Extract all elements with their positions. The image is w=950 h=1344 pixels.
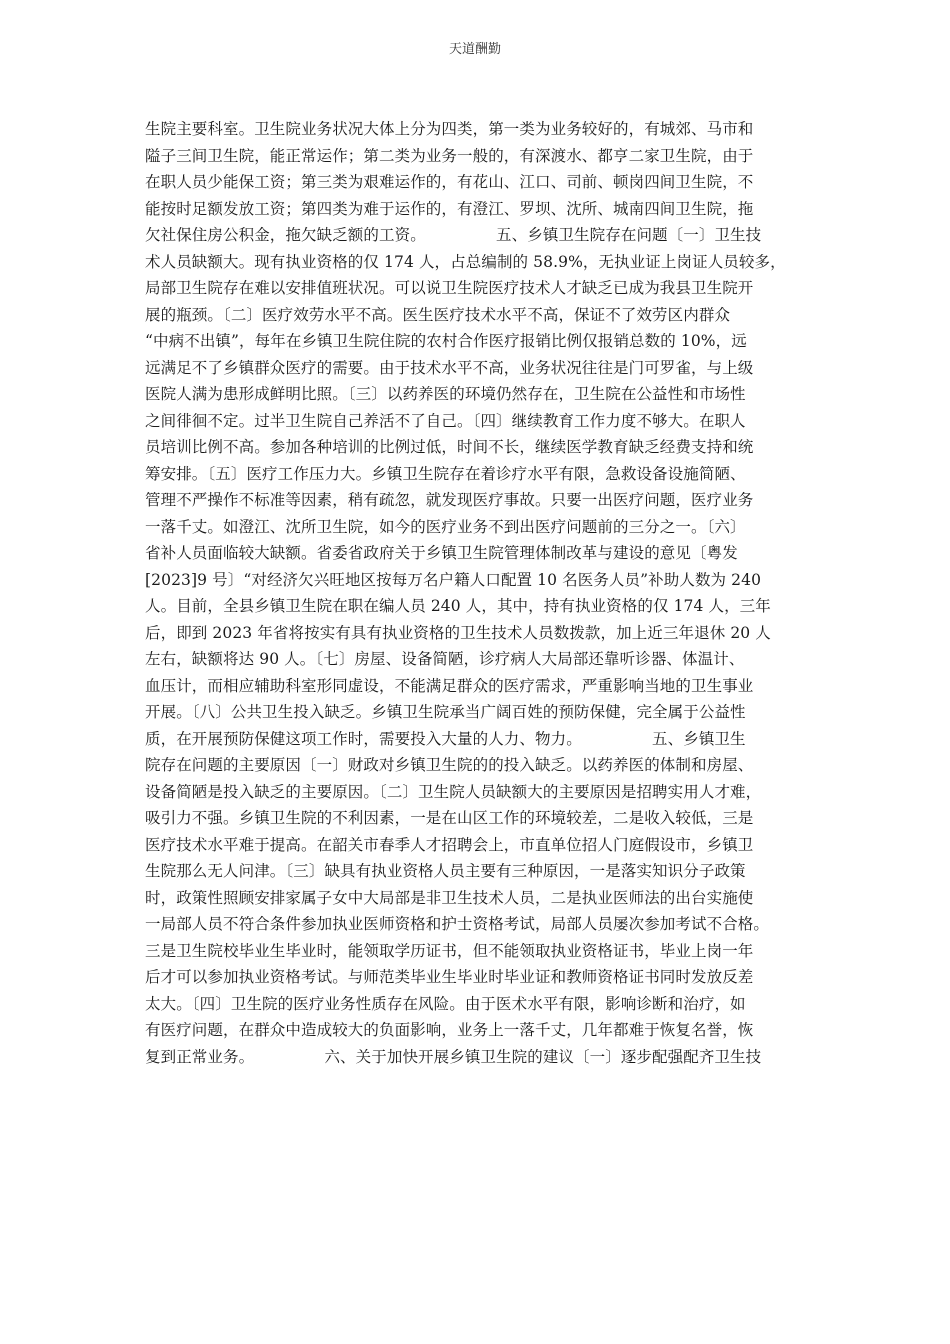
text-line: 管理不严操作不标准等因素，稍有疏忽，就发现医疗事故。只要一出医疗问题，医疗业务 [145, 491, 754, 509]
text-line: 欠社保住房公积金，拖欠缺乏额的工资。 五、乡镇卫生院存在问题〔一〕卫生技 [145, 226, 762, 244]
body-text [145, 116, 825, 1070]
text-line: 有医疗问题，在群众中造成较大的负面影响，业务上一落千丈，几年都难于恢复名誉，恢 [145, 1021, 754, 1039]
text-line: 远满足不了乡镇群众医疗的需要。由于技术水平不高，业务状况往往是门可罗雀，与上级 [145, 358, 754, 377]
text-line: 生院那么无人问津。〔三〕缺具有执业资格人员主要有三种原因，一是落实知识分子政策 [145, 862, 746, 880]
text-line: 吸引力不强。乡镇卫生院的不利因素，一是在山区工作的环境较差，二是收入较低，三是 [145, 809, 754, 827]
text-line: 省补人员面临较大缺额。省委省政府关于乡镇卫生院管理体制改革与建设的意见〔粤发 [145, 544, 738, 562]
page-header: 天道酬勤 [448, 42, 501, 57]
text-line: 隘子三间卫生院，能正常运作；第二类为业务一般的，有深渡水、都亨二家卫生院，由于 [145, 146, 754, 165]
text-line: 时，政策性照顾安排家属子女中大局部是非卫生技术人员，二是执业医师法的出台实施使 [145, 888, 754, 907]
text-line: 生院主要科室。卫生院业务状况大体上分为四类，第一类为业务较好的，有城郊、马市和 [145, 120, 754, 138]
text-line: 筹安排。〔五〕医疗工作压力大。乡镇卫生院存在着诊疗水平有限，急救设备设施简陋、 [145, 464, 746, 483]
text-line: 院存在问题的主要原因〔一〕财政对乡镇卫生院的的投入缺乏。以药养医的体制和房屋、 [145, 756, 754, 774]
text-line: “中病不出镇”，每年在乡镇卫生院住院的农村合作医疗报销比例仅报销总数的 10%，远 [145, 332, 747, 350]
text-line: 三是卫生院校毕业生毕业时，能领取学历证书，但不能领取执业资格证书，毕业上岗一年 [145, 941, 754, 960]
text-line: 血压计，而相应辅助科室形同虚设，不能满足群众的医疗需求，严重影响当地的卫生事业 [145, 676, 754, 695]
text-line: 在职人员少能保工资；第三类为艰难运作的，有花山、江口、司前、顿岗四间卫生院，不 [145, 173, 754, 191]
text-line: 后才可以参加执业资格考试。与师范类毕业生毕业时毕业证和教师资格证书同时发放反差 [145, 968, 754, 986]
text-line: 设备简陋是投入缺乏的主要原因。〔二〕卫生院人员缺额大的主要原因是招聘实用人才难， [145, 782, 762, 801]
text-line: 后，即到 2023 年省将按实有具有执业资格的卫生技术人员数拨款，加上近三年退休 20 人 [145, 623, 771, 642]
text-line: 一落千丈。如澄江、沈所卫生院，如今的医疗业务不到出医疗问题前的三分之一。〔六〕 [145, 517, 746, 536]
text-line: 能按时足额发放工资；第四类为难于运作的，有澄江、罗坝、沈所、城南四间卫生院，拖 [145, 199, 754, 218]
text-line: 质，在开展预防保健这项工作时，需要投入大量的人力、物力。 五、乡镇卫生 [145, 729, 746, 748]
text-line: 复到正常业务。 六、关于加快开展乡镇卫生院的建议〔一〕逐步配强配齐卫生技 [145, 1047, 762, 1066]
text-line: 太大。〔四〕卫生院的医疗业务性质存在风险。由于医术水平有限，影响诊断和治疗，如 [145, 994, 746, 1013]
text-line: 一局部人员不符合条件参加执业医师资格和护士资格考试，局部人员屡次参加考试不合格。 [145, 915, 770, 933]
text-line: 人。目前，全县乡镇卫生院在职在编人员 240 人，其中，持有执业资格的仅 174 人，三年 [145, 597, 771, 615]
text-line: [2023]9 号〕“对经济欠兴旺地区按每万名户籍人口配置 10 名医务人员”补助人数为 240 [145, 570, 762, 589]
text-line: 员培训比例不高。参加各种培训的比例过低，时间不长，继续医学教育缺乏经费支持和统 [145, 438, 754, 456]
text-line: 术人员缺额大。现有执业资格的仅 174 人，占总编制的 58.9%，无执业证上岗证人员较多， [145, 252, 786, 271]
text-line: 开展。〔八〕公共卫生投入缺乏。乡镇卫生院承当广阔百姓的预防保健，完全属于公益性 [145, 703, 746, 721]
text-line: 医院人满为患形成鲜明比照。〔三〕以药养医的环境仍然存在，卫生院在公益性和市场性 [145, 385, 746, 403]
text-line: 局部卫生院存在难以安排值班状况。可以说卫生院医疗技术人才缺乏已成为我县卫生院开 [145, 279, 754, 297]
text-line: 左右，缺额将达 90 人。〔七〕房屋、设备简陋，诊疗病人大局部还靠听诊器、体温计、 [145, 650, 745, 668]
text-line: 之间徘徊不定。过半卫生院自己养活不了自己。〔四〕继续教育工作力度不够大。在职人 [145, 411, 746, 430]
text-line: 医疗技术水平难于提高。在韶关市春季人才招聘会上，市直单位招人门庭假设市，乡镇卫 [145, 835, 754, 854]
text-line: 展的瓶颈。〔二〕医疗效劳水平不高。医生医疗技术水平不高，保证不了效劳区内群众 [145, 305, 731, 324]
